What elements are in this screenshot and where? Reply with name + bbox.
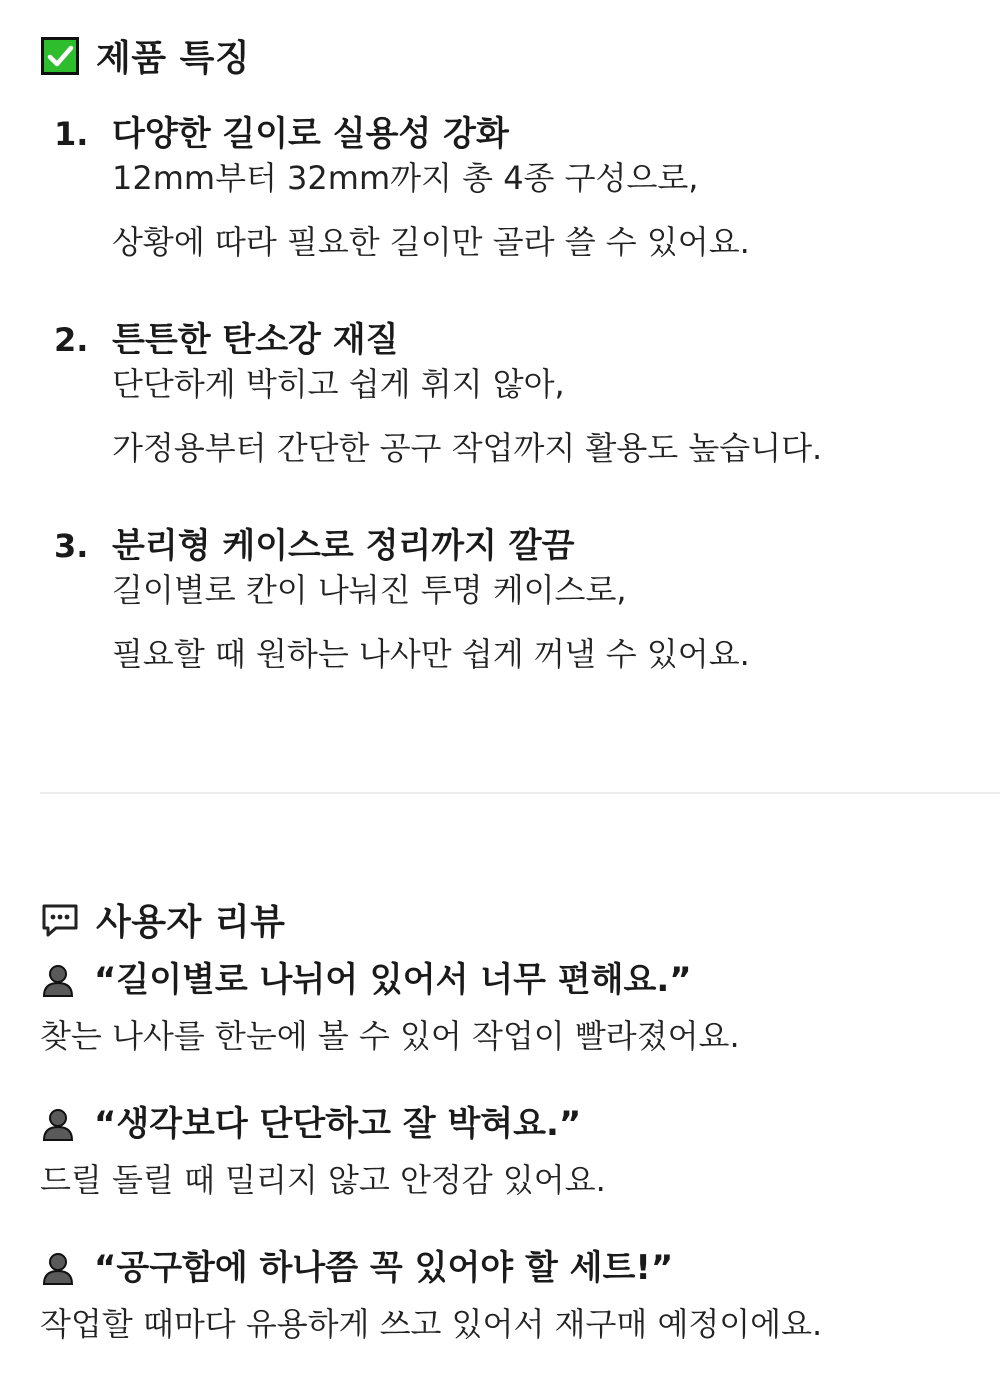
- feature-description-line: 12mm부터 32mm까지 총 4종 구성으로,: [112, 159, 699, 197]
- review-quote: “공구함에 하나쯤 꼭 있어야 할 세트!”: [94, 1248, 674, 1288]
- user-silhouette-icon: [40, 962, 76, 998]
- feature-title: 튼튼한 탄소강 재질: [112, 320, 399, 360]
- review-quote: “길이별로 나뉘어 있어서 너무 편해요.”: [94, 960, 692, 1000]
- feature-description-line: 가정용부터 간단한 공구 작업까지 활용도 높습니다.: [112, 429, 823, 467]
- feature-description-line: 필요할 때 원하는 나사만 쉽게 꺼낼 수 있어요.: [112, 635, 750, 673]
- reviews-heading: [40, 894, 285, 945]
- user-silhouette-icon: [40, 1250, 76, 1286]
- feature-description-line: 길이별로 칸이 나눠진 투명 케이스로,: [112, 571, 627, 609]
- review-body: 드릴 돌릴 때 밀리지 않고 안정감 있어요.: [40, 1161, 606, 1199]
- feature-title: 다양한 길이로 실용성 강화: [112, 114, 509, 154]
- speech-bubble-icon: [40, 900, 80, 940]
- review-body: 작업할 때마다 유용하게 쓰고 있어서 재구매 예정이에요.: [40, 1305, 823, 1343]
- check-box-icon: [40, 36, 80, 76]
- review-body: 찾는 나사를 한눈에 볼 수 있어 작업이 빨라졌어요.: [40, 1017, 740, 1055]
- section-divider: [40, 792, 1000, 794]
- feature-description-line: 단단하게 박히고 쉽게 휘지 않아,: [112, 365, 565, 403]
- feature-title: 분리형 케이스로 정리까지 깔끔: [112, 526, 575, 566]
- reviews-heading-label: 사용자 리뷰: [96, 902, 286, 943]
- features-heading: [40, 30, 250, 81]
- feature-number: 1.: [54, 115, 89, 153]
- review-quote-row: [40, 1246, 673, 1290]
- review-quote-row: [40, 1102, 581, 1146]
- features-heading-label: 제품 특징: [96, 38, 251, 79]
- review-quote-row: [40, 958, 692, 1002]
- feature-description-line: 상황에 따라 필요한 길이만 골라 쓸 수 있어요.: [112, 223, 750, 261]
- user-silhouette-icon: [40, 1106, 76, 1142]
- feature-number: 3.: [54, 527, 89, 565]
- review-quote: “생각보다 단단하고 잘 박혀요.”: [94, 1104, 582, 1144]
- feature-number: 2.: [54, 321, 89, 359]
